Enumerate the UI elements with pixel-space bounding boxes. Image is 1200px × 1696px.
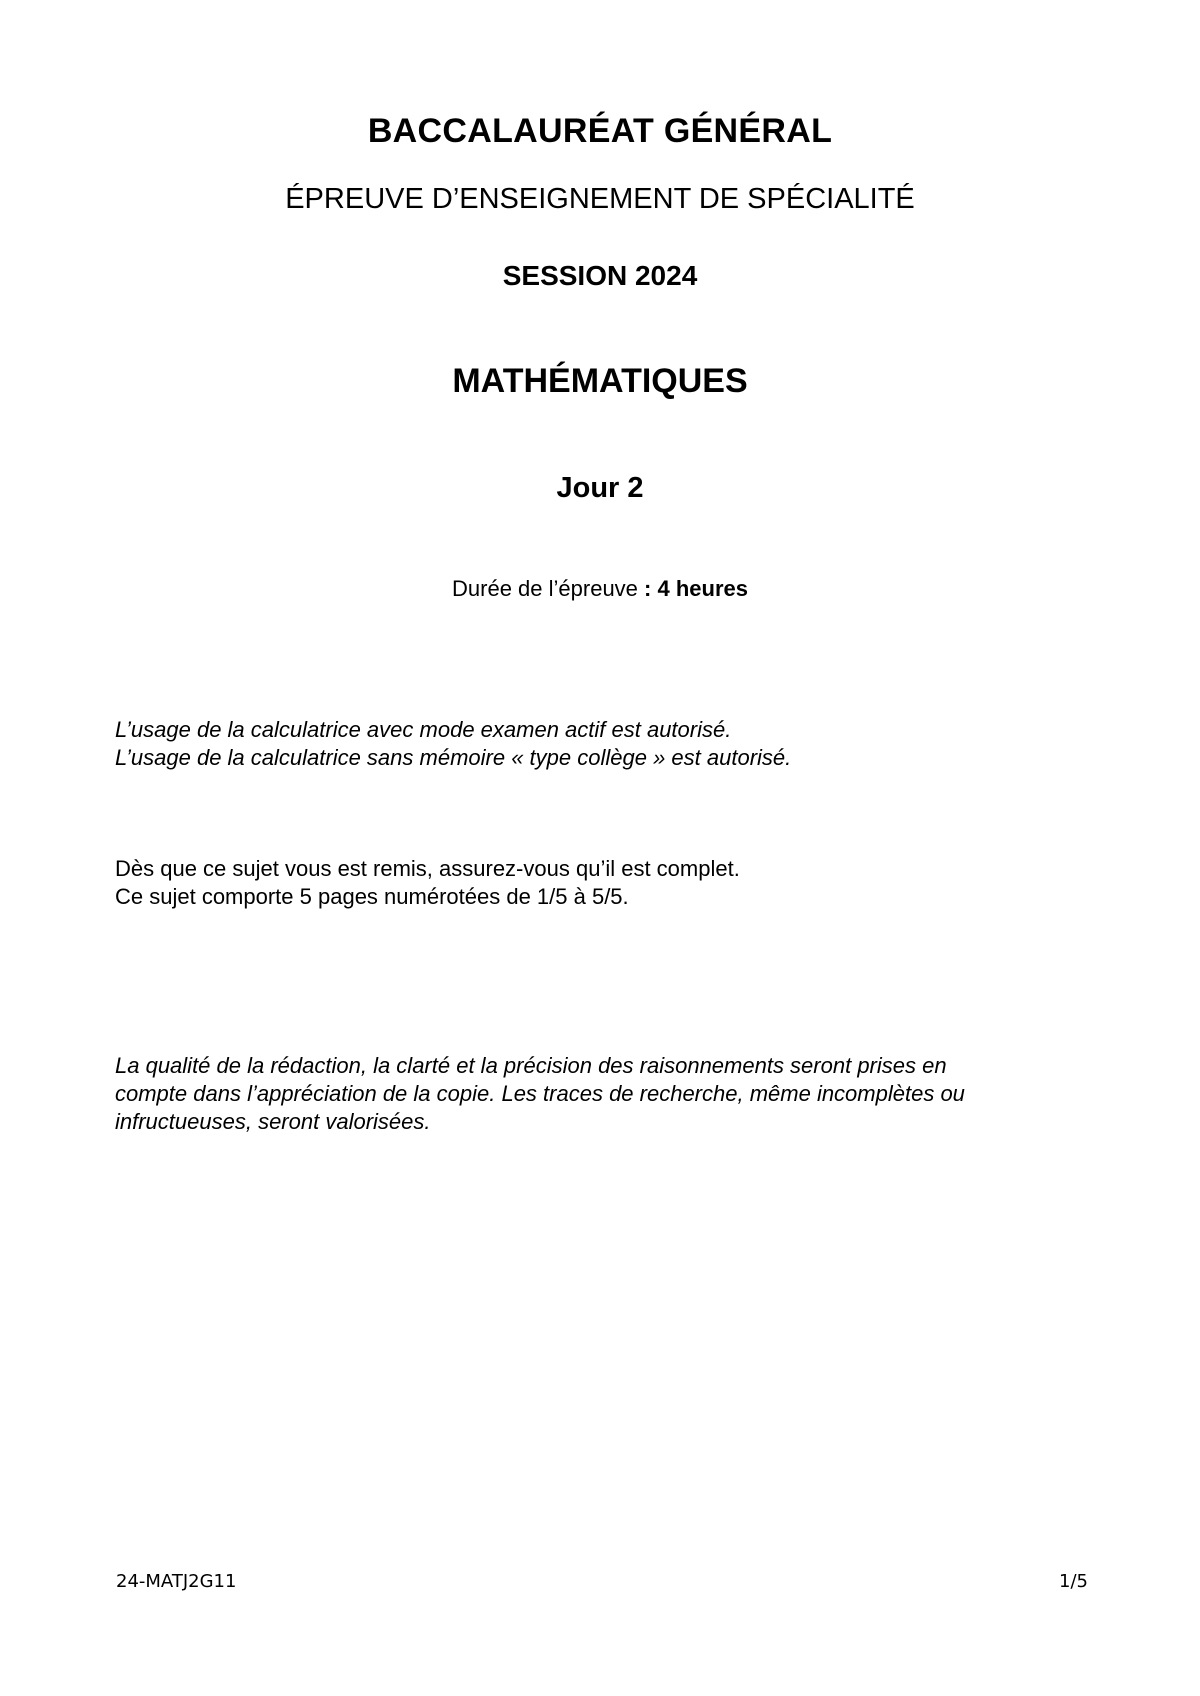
quality-line-2: compte dans l’appréciation de la copie. Les traces de recherche, même incomplètes ou: [115, 1081, 965, 1106]
footer-exam-code: 24-MATJ2G11: [116, 1571, 237, 1592]
calculator-line-1: L’usage de la calculatrice avec mode examen actif est autorisé.: [115, 717, 732, 742]
quality-line-1: La qualité de la rédaction, la clarté et la précision des raisonnements seront prises en: [115, 1053, 947, 1078]
completeness-line-1: Dès que ce sujet vous est remis, assurez-vous qu’il est complet.: [115, 856, 740, 881]
completeness-instructions: [115, 855, 1085, 911]
duration-label: Durée de l’épreuve: [452, 576, 638, 601]
completeness-line-2: Ce sujet comporte 5 pages numérotées de 1/5 à 5/5.: [115, 884, 629, 909]
exam-title: BACCALAURÉAT GÉNÉRAL: [367, 112, 833, 150]
duration-line: [0, 576, 1200, 602]
calculator-line-2: L’usage de la calculatrice sans mémoire « type collège » est autorisé.: [115, 745, 792, 770]
exam-subtitle: ÉPREUVE D’ENSEIGNEMENT DE SPÉCIALITÉ: [285, 183, 915, 215]
session-label: SESSION 2024: [502, 260, 698, 291]
duration-value: 4 heures: [657, 576, 748, 601]
footer-page-number: 1/5: [1059, 1571, 1088, 1592]
quality-note: [115, 1052, 1085, 1136]
quality-line-3: infructueuses, seront valorisées.: [115, 1109, 431, 1134]
day-label: Jour 2: [556, 472, 644, 504]
duration-separator: :: [637, 576, 658, 601]
subject-title: MATHÉMATIQUES: [452, 362, 748, 400]
calculator-instructions: [115, 716, 1085, 772]
